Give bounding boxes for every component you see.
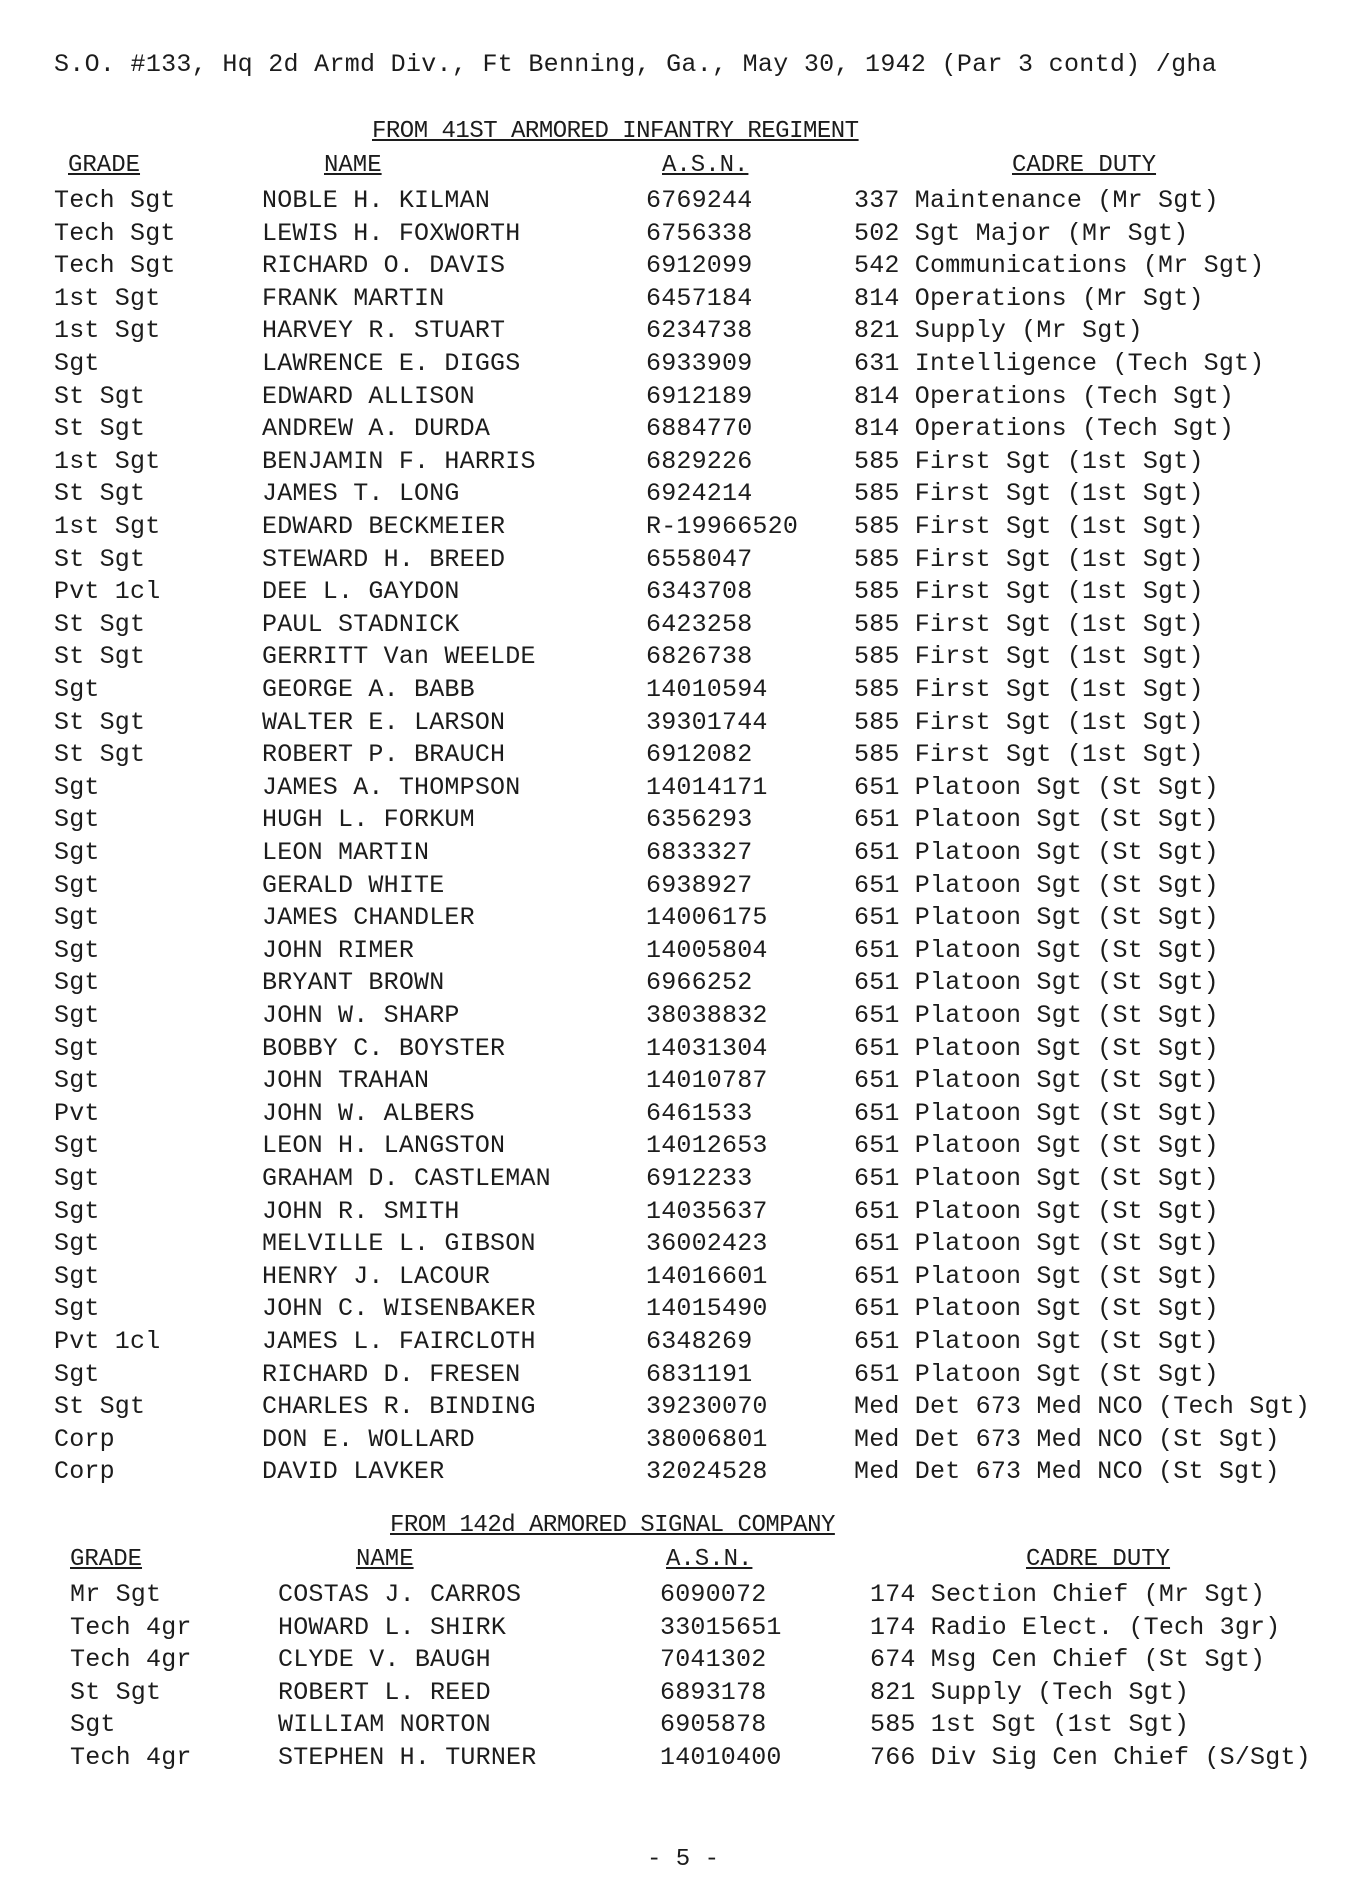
asn-cell: 14010400 bbox=[660, 1743, 782, 1772]
cadre-duty-cell: 174 Section Chief (Mr Sgt) bbox=[870, 1580, 1266, 1609]
asn-cell: 6461533 bbox=[646, 1098, 753, 1128]
column-header-grade: GRADE bbox=[68, 152, 141, 179]
asn-cell: 32024528 bbox=[646, 1457, 768, 1487]
cadre-duty-cell: 651 Platoon Sgt (St Sgt) bbox=[854, 1359, 1219, 1389]
asn-cell: 6933909 bbox=[646, 349, 753, 378]
cadre-duty-cell: 651 Platoon Sgt (St Sgt) bbox=[854, 1164, 1219, 1193]
table-row bbox=[0, 316, 1371, 349]
table-row bbox=[0, 1229, 1371, 1262]
name-cell: GERRITT Van WEELDE bbox=[262, 642, 536, 672]
column-header-cadre-duty: CADRE DUTY bbox=[1026, 1546, 1171, 1573]
name-cell: ROBERT L. REED bbox=[278, 1677, 491, 1707]
cadre-duty-cell: 651 Platoon Sgt (St Sgt) bbox=[854, 1098, 1219, 1128]
grade-cell: St Sgt bbox=[54, 609, 146, 639]
asn-cell: 6938927 bbox=[646, 870, 753, 900]
table-row bbox=[0, 1294, 1371, 1327]
table-row bbox=[0, 1066, 1371, 1099]
grade-cell: St Sgt bbox=[54, 1392, 146, 1422]
cadre-duty-cell: 631 Intelligence (Tech Sgt) bbox=[854, 349, 1265, 378]
cadre-duty-cell: 502 Sgt Major (Mr Sgt) bbox=[854, 218, 1189, 248]
asn-cell: 6884770 bbox=[646, 414, 753, 444]
grade-cell: Mr Sgt bbox=[70, 1580, 162, 1609]
asn-cell: 6558047 bbox=[646, 544, 753, 574]
grade-cell: St Sgt bbox=[70, 1677, 162, 1707]
table-row bbox=[0, 479, 1371, 512]
cadre-duty-cell: 585 First Sgt (1st Sgt) bbox=[854, 479, 1204, 509]
cadre-duty-cell: 651 Platoon Sgt (St Sgt) bbox=[854, 1229, 1219, 1259]
cadre-duty-cell: 766 Div Sig Cen Chief (S/Sgt) bbox=[870, 1743, 1311, 1772]
table-row bbox=[0, 642, 1371, 675]
name-cell: BOBBY C. BOYSTER bbox=[262, 1033, 506, 1063]
name-cell: HENRY J. LACOUR bbox=[262, 1261, 491, 1291]
table-row bbox=[0, 1131, 1371, 1164]
name-cell: CHARLES R. BINDING bbox=[262, 1392, 536, 1422]
name-cell: WILLIAM NORTON bbox=[278, 1710, 491, 1740]
cadre-duty-cell: 814 Operations (Tech Sgt) bbox=[854, 381, 1235, 411]
table-row bbox=[0, 1613, 1371, 1646]
asn-cell: 7041302 bbox=[660, 1645, 767, 1675]
name-cell: DEE L. GAYDON bbox=[262, 577, 460, 607]
grade-cell: St Sgt bbox=[54, 479, 146, 509]
name-cell: JAMES A. THOMPSON bbox=[262, 772, 521, 802]
section-title-142d-armored-signal: FROM 142d ARMORED SIGNAL COMPANY bbox=[390, 1512, 835, 1539]
grade-cell: Sgt bbox=[54, 1196, 100, 1226]
table-row bbox=[0, 1262, 1371, 1295]
table-row bbox=[0, 675, 1371, 708]
asn-cell: 6348269 bbox=[646, 1327, 753, 1356]
grade-cell: 1st Sgt bbox=[54, 283, 161, 313]
section-title-41st-armored-infantry: FROM 41ST ARMORED INFANTRY REGIMENT bbox=[372, 118, 859, 145]
table-row bbox=[0, 349, 1371, 382]
cadre-duty-cell: 821 Supply (Mr Sgt) bbox=[854, 316, 1143, 346]
grade-cell: St Sgt bbox=[54, 642, 146, 672]
asn-cell: 38006801 bbox=[646, 1424, 768, 1454]
name-cell: ROBERT P. BRAUCH bbox=[262, 740, 506, 770]
asn-cell: 6769244 bbox=[646, 186, 753, 215]
name-cell: STEPHEN H. TURNER bbox=[278, 1743, 537, 1772]
grade-cell: 1st Sgt bbox=[54, 446, 161, 476]
cadre-duty-cell: Med Det 673 Med NCO (St Sgt) bbox=[854, 1424, 1280, 1454]
asn-cell: 6924214 bbox=[646, 479, 753, 509]
asn-cell: 6829226 bbox=[646, 446, 753, 476]
cadre-duty-cell: 585 First Sgt (1st Sgt) bbox=[854, 512, 1204, 541]
grade-cell: Sgt bbox=[54, 838, 100, 867]
grade-cell: Pvt bbox=[54, 1098, 100, 1128]
grade-cell: 1st Sgt bbox=[54, 512, 161, 541]
asn-cell: R-19966520 bbox=[646, 512, 799, 541]
asn-cell: 38038832 bbox=[646, 1001, 768, 1030]
table-row bbox=[0, 284, 1371, 317]
name-cell: WALTER E. LARSON bbox=[262, 707, 506, 737]
cadre-duty-cell: 585 First Sgt (1st Sgt) bbox=[854, 675, 1204, 704]
grade-cell: Pvt 1cl bbox=[54, 1327, 161, 1356]
grade-cell: Sgt bbox=[54, 870, 100, 900]
name-cell: BENJAMIN F. HARRIS bbox=[262, 446, 536, 476]
grade-cell: Sgt bbox=[54, 772, 100, 802]
column-header-name: NAME bbox=[324, 152, 382, 179]
table-row bbox=[0, 903, 1371, 936]
cadre-duty-cell: 585 First Sgt (1st Sgt) bbox=[854, 642, 1204, 672]
cadre-duty-cell: 651 Platoon Sgt (St Sgt) bbox=[854, 935, 1219, 965]
grade-cell: Sgt bbox=[54, 1229, 100, 1259]
grade-cell: Sgt bbox=[70, 1710, 116, 1740]
table-row bbox=[0, 773, 1371, 806]
name-cell: JAMES CHANDLER bbox=[262, 903, 475, 933]
table-row bbox=[0, 936, 1371, 969]
name-cell: JOHN W. SHARP bbox=[262, 1001, 460, 1030]
asn-cell: 6912082 bbox=[646, 740, 753, 770]
cadre-duty-cell: 814 Operations (Tech Sgt) bbox=[854, 414, 1235, 444]
asn-cell: 6833327 bbox=[646, 838, 753, 867]
grade-cell: Sgt bbox=[54, 1261, 100, 1291]
column-header-cadre-duty: CADRE DUTY bbox=[1012, 152, 1157, 179]
cadre-duty-cell: 674 Msg Cen Chief (St Sgt) bbox=[870, 1645, 1266, 1675]
order-header: S.O. #133, Hq 2d Armd Div., Ft Benning, Ga., May 30, 1942 (Par 3 contd) /gha bbox=[54, 50, 1217, 79]
table-row bbox=[0, 871, 1371, 904]
grade-cell: St Sgt bbox=[54, 707, 146, 737]
table-row bbox=[0, 1001, 1371, 1034]
table-row bbox=[0, 838, 1371, 871]
grade-cell: Sgt bbox=[54, 1359, 100, 1389]
table-row bbox=[0, 1034, 1371, 1067]
name-cell: LEON H. LANGSTON bbox=[262, 1131, 506, 1161]
cadre-duty-cell: 585 First Sgt (1st Sgt) bbox=[854, 446, 1204, 476]
cadre-duty-cell: 651 Platoon Sgt (St Sgt) bbox=[854, 1001, 1219, 1030]
name-cell: JAMES L. FAIRCLOTH bbox=[262, 1327, 536, 1356]
asn-cell: 6893178 bbox=[660, 1677, 767, 1707]
name-cell: EDWARD ALLISON bbox=[262, 381, 475, 411]
table-row bbox=[0, 708, 1371, 741]
grade-cell: St Sgt bbox=[54, 740, 146, 770]
asn-cell: 14005804 bbox=[646, 935, 768, 965]
asn-cell: 14012653 bbox=[646, 1131, 768, 1161]
grade-cell: Tech 4gr bbox=[70, 1743, 192, 1772]
table-row bbox=[0, 545, 1371, 578]
table-row bbox=[0, 1099, 1371, 1132]
name-cell: HARVEY R. STUART bbox=[262, 316, 506, 346]
table-row bbox=[0, 219, 1371, 252]
grade-cell: Sgt bbox=[54, 903, 100, 933]
asn-cell: 6343708 bbox=[646, 577, 753, 607]
name-cell: JAMES T. LONG bbox=[262, 479, 460, 509]
name-cell: HOWARD L. SHIRK bbox=[278, 1612, 507, 1642]
table-row bbox=[0, 968, 1371, 1001]
cadre-duty-cell: 651 Platoon Sgt (St Sgt) bbox=[854, 968, 1219, 998]
name-cell: STEWARD H. BREED bbox=[262, 544, 506, 574]
grade-cell: Pvt 1cl bbox=[54, 577, 161, 607]
column-header-asn: A.S.N. bbox=[666, 1546, 753, 1573]
cadre-duty-cell: 651 Platoon Sgt (St Sgt) bbox=[854, 1131, 1219, 1161]
name-cell: RICHARD O. DAVIS bbox=[262, 251, 506, 281]
name-cell: JOHN C. WISENBAKER bbox=[262, 1294, 536, 1324]
name-cell: JOHN TRAHAN bbox=[262, 1066, 430, 1096]
asn-cell: 14035637 bbox=[646, 1196, 768, 1226]
grade-cell: Sgt bbox=[54, 675, 100, 704]
name-cell: GRAHAM D. CASTLEMAN bbox=[262, 1164, 551, 1193]
asn-cell: 6356293 bbox=[646, 805, 753, 835]
name-cell: CLYDE V. BAUGH bbox=[278, 1645, 491, 1675]
name-cell: COSTAS J. CARROS bbox=[278, 1580, 522, 1609]
table-row bbox=[0, 382, 1371, 415]
table-row bbox=[0, 740, 1371, 773]
asn-cell: 36002423 bbox=[646, 1229, 768, 1259]
cadre-duty-cell: 651 Platoon Sgt (St Sgt) bbox=[854, 805, 1219, 835]
asn-cell: 14006175 bbox=[646, 903, 768, 933]
grade-cell: Corp bbox=[54, 1424, 115, 1454]
grade-cell: Tech Sgt bbox=[54, 186, 176, 215]
column-header-asn: A.S.N. bbox=[662, 152, 749, 179]
grade-cell: Tech Sgt bbox=[54, 218, 176, 248]
cadre-duty-cell: Med Det 673 Med NCO (Tech Sgt) bbox=[854, 1392, 1311, 1422]
grade-cell: Tech 4gr bbox=[70, 1612, 192, 1642]
cadre-duty-cell: 585 First Sgt (1st Sgt) bbox=[854, 609, 1204, 639]
asn-cell: 14014171 bbox=[646, 772, 768, 802]
table-row bbox=[0, 1743, 1371, 1776]
cadre-duty-cell: 651 Platoon Sgt (St Sgt) bbox=[854, 838, 1219, 867]
table-row bbox=[0, 251, 1371, 284]
name-cell: LEON MARTIN bbox=[262, 838, 430, 867]
cadre-duty-cell: 651 Platoon Sgt (St Sgt) bbox=[854, 1196, 1219, 1226]
table-row bbox=[0, 1678, 1371, 1711]
table-row bbox=[0, 512, 1371, 545]
table-row bbox=[0, 1392, 1371, 1425]
cadre-duty-cell: 542 Communications (Mr Sgt) bbox=[854, 251, 1265, 281]
asn-cell: 6912233 bbox=[646, 1164, 753, 1193]
table-row bbox=[0, 1710, 1371, 1743]
asn-cell: 14015490 bbox=[646, 1294, 768, 1324]
cadre-duty-cell: 651 Platoon Sgt (St Sgt) bbox=[854, 870, 1219, 900]
asn-cell: 6423258 bbox=[646, 609, 753, 639]
cadre-duty-cell: 174 Radio Elect. (Tech 3gr) bbox=[870, 1612, 1281, 1642]
name-cell: HUGH L. FORKUM bbox=[262, 805, 475, 835]
table-row bbox=[0, 610, 1371, 643]
asn-cell: 6831191 bbox=[646, 1359, 753, 1389]
name-cell: JOHN W. ALBERS bbox=[262, 1098, 475, 1128]
table-row bbox=[0, 1327, 1371, 1360]
name-cell: GEORGE A. BABB bbox=[262, 675, 475, 704]
grade-cell: St Sgt bbox=[54, 544, 146, 574]
asn-cell: 14016601 bbox=[646, 1261, 768, 1291]
cadre-duty-cell: 651 Platoon Sgt (St Sgt) bbox=[854, 903, 1219, 933]
grade-cell: Sgt bbox=[54, 1131, 100, 1161]
grade-cell: Sgt bbox=[54, 1033, 100, 1063]
table-row bbox=[0, 577, 1371, 610]
cadre-duty-cell: 651 Platoon Sgt (St Sgt) bbox=[854, 1294, 1219, 1324]
asn-cell: 6756338 bbox=[646, 218, 753, 248]
column-header-grade: GRADE bbox=[70, 1546, 143, 1573]
grade-cell: Tech Sgt bbox=[54, 251, 176, 281]
grade-cell: St Sgt bbox=[54, 414, 146, 444]
asn-cell: 39230070 bbox=[646, 1392, 768, 1422]
grade-cell: Sgt bbox=[54, 1066, 100, 1096]
cadre-duty-cell: 651 Platoon Sgt (St Sgt) bbox=[854, 1033, 1219, 1063]
asn-cell: 14031304 bbox=[646, 1033, 768, 1063]
cadre-duty-cell: 585 First Sgt (1st Sgt) bbox=[854, 544, 1204, 574]
table-row bbox=[0, 1197, 1371, 1230]
grade-cell: St Sgt bbox=[54, 381, 146, 411]
cadre-duty-cell: Med Det 673 Med NCO (St Sgt) bbox=[854, 1457, 1280, 1487]
grade-cell: Sgt bbox=[54, 349, 100, 378]
table-row bbox=[0, 186, 1371, 219]
cadre-duty-cell: 651 Platoon Sgt (St Sgt) bbox=[854, 1327, 1219, 1356]
asn-cell: 6234738 bbox=[646, 316, 753, 346]
grade-cell: 1st Sgt bbox=[54, 316, 161, 346]
table-row bbox=[0, 1425, 1371, 1458]
name-cell: JOHN RIMER bbox=[262, 935, 415, 965]
cadre-duty-cell: 585 First Sgt (1st Sgt) bbox=[854, 740, 1204, 770]
cadre-duty-cell: 821 Supply (Tech Sgt) bbox=[870, 1677, 1190, 1707]
table-row bbox=[0, 1360, 1371, 1393]
cadre-duty-cell: 585 1st Sgt (1st Sgt) bbox=[870, 1710, 1190, 1740]
grade-cell: Sgt bbox=[54, 968, 100, 998]
name-cell: EDWARD BECKMEIER bbox=[262, 512, 506, 541]
name-cell: JOHN R. SMITH bbox=[262, 1196, 460, 1226]
grade-cell: Sgt bbox=[54, 805, 100, 835]
asn-cell: 6090072 bbox=[660, 1580, 767, 1609]
cadre-duty-cell: 651 Platoon Sgt (St Sgt) bbox=[854, 772, 1219, 802]
name-cell: MELVILLE L. GIBSON bbox=[262, 1229, 536, 1259]
asn-cell: 6826738 bbox=[646, 642, 753, 672]
grade-cell: Sgt bbox=[54, 1294, 100, 1324]
grade-cell: Corp bbox=[54, 1457, 115, 1487]
cadre-duty-cell: 651 Platoon Sgt (St Sgt) bbox=[854, 1261, 1219, 1291]
name-cell: RICHARD D. FRESEN bbox=[262, 1359, 521, 1389]
asn-cell: 6457184 bbox=[646, 283, 753, 313]
table-row bbox=[0, 1580, 1371, 1613]
asn-cell: 6966252 bbox=[646, 968, 753, 998]
grade-cell: Sgt bbox=[54, 1164, 100, 1193]
cadre-duty-cell: 585 First Sgt (1st Sgt) bbox=[854, 577, 1204, 607]
asn-cell: 6912099 bbox=[646, 251, 753, 281]
name-cell: PAUL STADNICK bbox=[262, 609, 460, 639]
asn-cell: 39301744 bbox=[646, 707, 768, 737]
table-row bbox=[0, 805, 1371, 838]
table-row bbox=[0, 1645, 1371, 1678]
name-cell: BRYANT BROWN bbox=[262, 968, 445, 998]
name-cell: GERALD WHITE bbox=[262, 870, 445, 900]
table-row bbox=[0, 414, 1371, 447]
asn-cell: 6905878 bbox=[660, 1710, 767, 1740]
table-row bbox=[0, 1164, 1371, 1197]
name-cell: LAWRENCE E. DIGGS bbox=[262, 349, 521, 378]
grade-cell: Tech 4gr bbox=[70, 1645, 192, 1675]
column-header-name: NAME bbox=[356, 1546, 414, 1573]
grade-cell: Sgt bbox=[54, 1001, 100, 1030]
grade-cell: Sgt bbox=[54, 935, 100, 965]
cadre-duty-cell: 337 Maintenance (Mr Sgt) bbox=[854, 186, 1219, 215]
asn-cell: 14010787 bbox=[646, 1066, 768, 1096]
table-row bbox=[0, 1457, 1371, 1490]
page-number: - 5 - bbox=[647, 1846, 720, 1873]
asn-cell: 33015651 bbox=[660, 1612, 782, 1642]
asn-cell: 14010594 bbox=[646, 675, 768, 704]
table-row bbox=[0, 447, 1371, 480]
name-cell: DAVID LAVKER bbox=[262, 1457, 445, 1487]
name-cell: NOBLE H. KILMAN bbox=[262, 186, 491, 215]
cadre-duty-cell: 814 Operations (Mr Sgt) bbox=[854, 283, 1204, 313]
cadre-duty-cell: 651 Platoon Sgt (St Sgt) bbox=[854, 1066, 1219, 1096]
asn-cell: 6912189 bbox=[646, 381, 753, 411]
name-cell: ANDREW A. DURDA bbox=[262, 414, 491, 444]
name-cell: DON E. WOLLARD bbox=[262, 1424, 475, 1454]
cadre-duty-cell: 585 First Sgt (1st Sgt) bbox=[854, 707, 1204, 737]
name-cell: LEWIS H. FOXWORTH bbox=[262, 218, 521, 248]
name-cell: FRANK MARTIN bbox=[262, 283, 445, 313]
